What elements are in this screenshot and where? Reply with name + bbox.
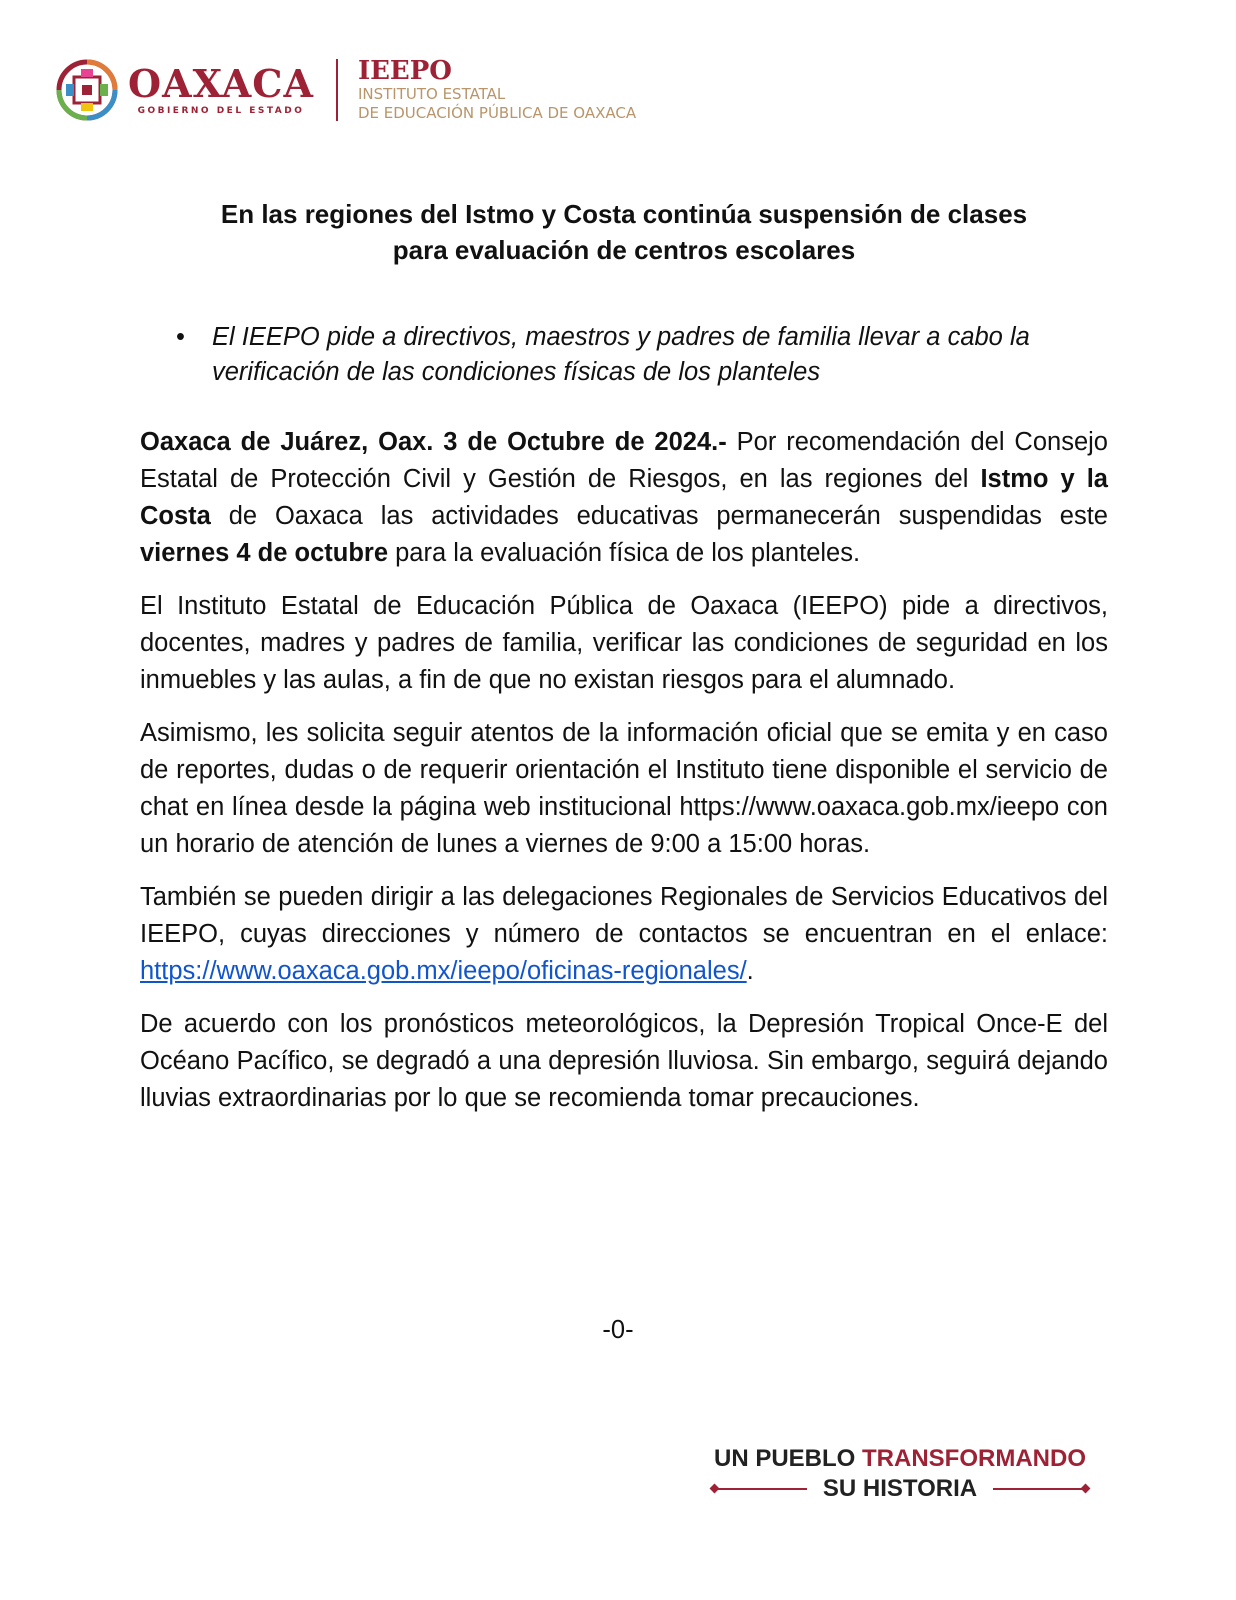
institute-acronym: IEEPO xyxy=(357,56,452,86)
paragraph-5: De acuerdo con los pronósticos meteorológicos, la Depresión Tropical Once-E del Océano Pacífico, se degradó a una depresión lluviosa. Sin embargo, seguirá dejando lluvias extraordinarias por lo que se recomienda tomar precauciones. xyxy=(140,1010,1108,1112)
dateline: Oaxaca de Juárez, Oax. 3 de Octubre de 2024.- xyxy=(140,428,727,456)
title-line1: En las regiones del Istmo y Costa continúa suspensión de clases xyxy=(220,199,1028,229)
institute-name-line1: INSTITUTO ESTATAL xyxy=(357,85,506,103)
summary-bullet xyxy=(176,320,1116,390)
p1-text-a: Por recomendación del Consejo Estatal de Protección Civil y Gestión de Riesgos, en las regiones del xyxy=(140,428,1108,493)
slogan-line2 xyxy=(690,1474,1110,1504)
paragraph-1 xyxy=(140,424,1108,572)
bullet-dot-icon: • xyxy=(176,323,185,351)
p4-text-a: También se pueden dirigir a las delegaciones Regionales de Servicios Educativos del IEEPO, cuyas direcciones y número de contactos se encuentran en el enlace: xyxy=(140,883,1108,948)
slogan-line2-text: SU HISTORIA xyxy=(822,1475,978,1502)
p1-bold-date: viernes 4 de octubre xyxy=(140,539,389,567)
slogan-part1: UN PUEBLO xyxy=(714,1445,863,1472)
slogan xyxy=(690,1444,1110,1504)
header-divider xyxy=(336,59,338,121)
slogan-rule-right xyxy=(993,1488,1085,1490)
slogan-part2: TRANSFORMANDO xyxy=(862,1445,1086,1472)
institute-name-line2: DE EDUCACIÓN PÚBLICA DE OAXACA xyxy=(357,104,637,122)
letterhead xyxy=(56,52,636,128)
slogan-rule-left xyxy=(715,1488,807,1490)
paragraph-3: Asimismo, les solicita seguir atentos de la información oficial que se emita y en caso de reportes, dudas o de requerir orientación el Instituto tiene disponible el servicio de chat en línea desde la página web institucional https://www.oaxaca.gob.mx/ieepo con un horario de atención de lunes a viernes de 9:00 a 15:00 horas. xyxy=(140,719,1108,858)
oaxaca-emblem-icon xyxy=(56,59,118,121)
regional-offices-link[interactable]: https://www.oaxaca.gob.mx/ieepo/oficinas-regionales/ xyxy=(140,957,747,985)
slogan-line1 xyxy=(690,1444,1110,1474)
document-title xyxy=(140,196,1108,268)
p1-bold-regions: Istmo y la Costa xyxy=(140,465,1108,530)
paragraph-2: El Instituto Estatal de Educación Pública de Oaxaca (IEEPO) pide a directivos, docentes, madres y padres de familia, verificar las condiciones de seguridad en los inmuebles y las aulas, a fin de que no existan riesgos para el alumnado. xyxy=(140,592,1108,694)
p1-text-c: para la evaluación física de los planteles. xyxy=(388,539,861,567)
document-body xyxy=(140,424,1108,1133)
brand-block xyxy=(128,61,314,116)
brand-name: OAXACA xyxy=(128,61,314,106)
p1-text-b: de Oaxaca las actividades educativas permanecerán suspendidas este xyxy=(210,502,1108,530)
brand-subtitle: GOBIERNO DEL ESTADO xyxy=(137,106,305,116)
p4-text-b: . xyxy=(746,957,754,985)
bullet-text: El IEEPO pide a directivos, maestros y padres de familia llevar a cabo la verificación de las condiciones físicas de los planteles xyxy=(212,323,1030,386)
title-line2: para evaluación de centros escolares xyxy=(392,235,856,265)
paragraph-4 xyxy=(140,879,1108,990)
end-mark: -0- xyxy=(602,1316,634,1344)
institute-block xyxy=(358,57,636,123)
